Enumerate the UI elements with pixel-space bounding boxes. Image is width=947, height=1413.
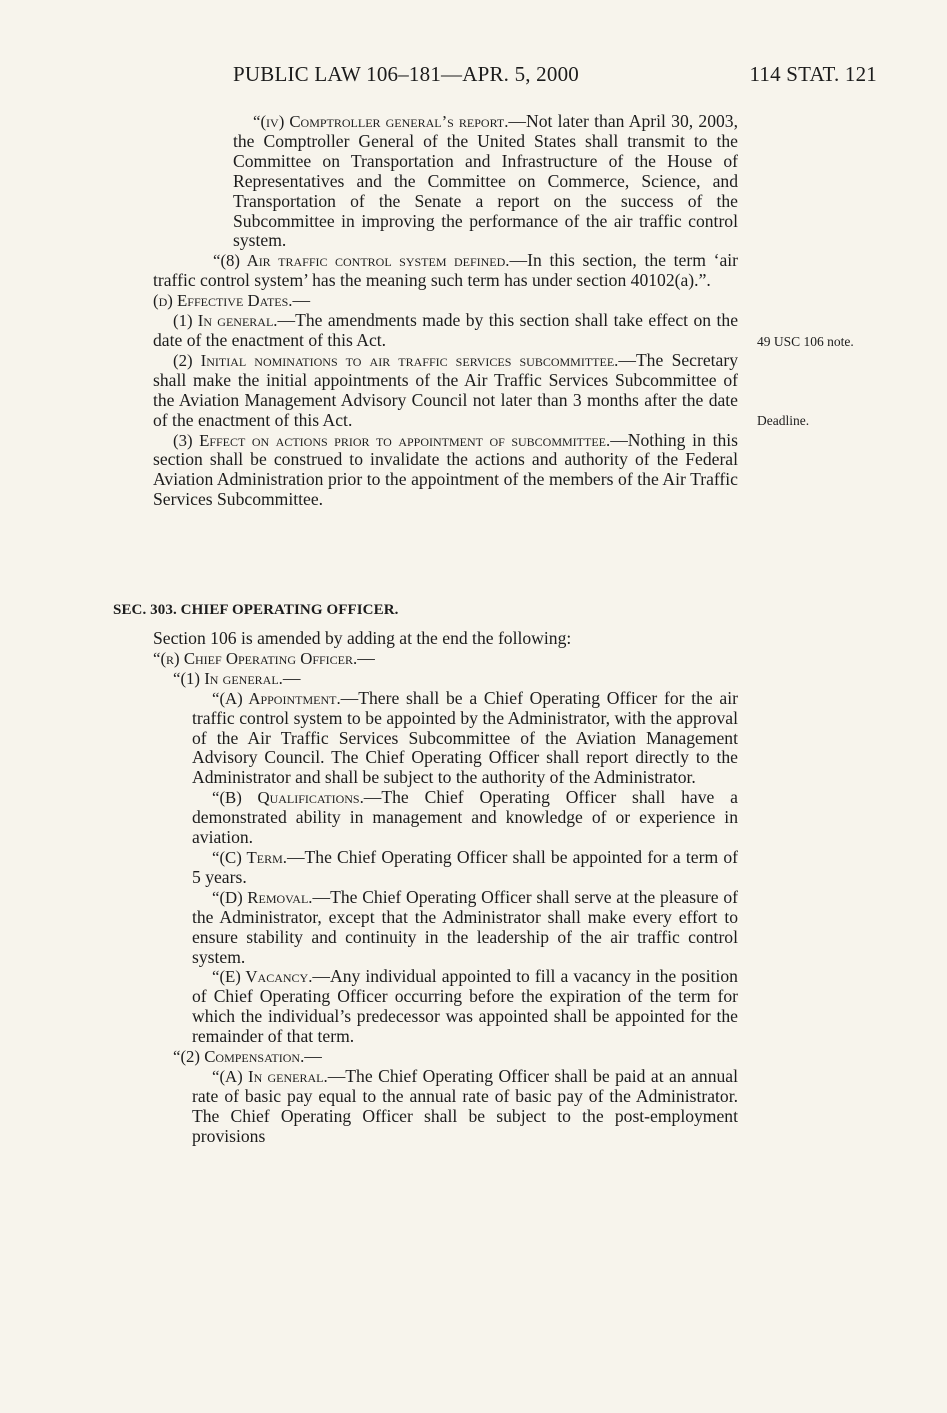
paragraph-8	[153, 251, 738, 291]
subparagraph-A2-text: —The Chief Operating Officer shall be paid at an annual rate of basic pay equal to the annual rate of basic pay of the Administrator. The Chief Operating Officer shall be subject to the post-employment provisions	[192, 1065, 739, 1146]
subsection-d-heading: (d) Effective Dates.	[153, 291, 293, 311]
subparagraph-E-text: —Any individual appointed to fill a vacancy in the position of Chief Operating Officer occurring before the expiration of the term for which the individual’s predecessor was appointed shall be appointed for the remainder of that term.	[192, 966, 738, 1047]
upper-text-block	[153, 112, 738, 510]
paragraph-r1-heading: “(1) In general.	[173, 668, 283, 688]
section-intro: Section 106 is amended by adding at the end the following:	[153, 628, 572, 648]
paragraph-r2-heading: “(2) Compensation.	[173, 1047, 305, 1067]
subparagraph-E-heading: “(E) Vacancy.	[212, 967, 313, 987]
paragraph-r2	[153, 1047, 738, 1067]
paragraph-8-heading: “(8) Air traffic control system defined.	[213, 251, 510, 271]
subparagraph-D-heading: “(D) Removal.	[212, 887, 313, 907]
page-header	[0, 62, 947, 92]
subparagraphs-r1	[153, 689, 738, 1047]
subsection-r-text: —	[357, 647, 375, 668]
paragraph-d3-heading: (3) Effect on actions prior to appointment of subcommittee.	[173, 430, 611, 450]
stat-page-number: 114 STAT. 121	[749, 62, 877, 86]
margin-note-usc: 49 USC 106 note.	[757, 334, 854, 349]
paragraph-d1	[153, 311, 738, 351]
paragraph-d1-text: —The amendments made by this section shall take effect on the date of the enactment of this Act.	[153, 310, 738, 350]
paragraph-d2-text: —The Secretary shall make the initial appointments of the Air Traffic Services Subcommittee of the Aviation Management Advisory Council not later than 3 months after the date of the enactment of this Act.	[153, 349, 738, 430]
paragraph-d2	[153, 351, 738, 431]
subparagraph-E	[192, 967, 738, 1047]
subparagraphs-r2	[153, 1067, 738, 1147]
clause-iv-heading: “(iv) Comptroller general’s report.	[253, 112, 509, 131]
subparagraph-A2-heading: “(A) In general.	[212, 1066, 328, 1086]
paragraph-r2-text: —	[304, 1046, 322, 1067]
subsection-d-text: —	[292, 290, 311, 311]
paragraph-8-text: —In this section, the term ‘air traffic control system’ has the meaning such term has under section 40102(a).”.	[153, 250, 738, 291]
subparagraph-A	[192, 689, 738, 789]
subparagraph-A-heading: “(A) Appointment.	[212, 688, 341, 708]
subparagraph-C	[192, 848, 738, 888]
subparagraph-A-text: —There shall be a Chief Operating Officer for the air traffic control system to be appointed by the Administrator, with the approval of the Air Traffic Services Subcommittee of the Aviation Management Advisory Council. The Chief Operating Officer shall report directly to the Administrator and shall be subject to the authority of the Administrator.	[192, 687, 738, 788]
paragraph-d3	[153, 431, 738, 511]
paragraph-d2-heading: (2) Initial nominations to air traffic services subcommittee.	[173, 350, 619, 370]
subparagraph-D-text: —The Chief Operating Officer shall serve at the pleasure of the Administrator, except that the Administrator shall make every effort to ensure stability and continuity in the leadership of the air traffic control system.	[192, 886, 739, 967]
subparagraph-A2	[192, 1067, 738, 1147]
subparagraph-C-text: —The Chief Operating Officer shall be appointed for a term of 5 years.	[192, 846, 738, 887]
subparagraph-B	[192, 788, 738, 848]
subparagraph-C-heading: “(C) Term.	[212, 847, 287, 867]
subparagraph-D	[192, 888, 738, 968]
subparagraph-B-heading: “(B) Qualifications.	[212, 788, 364, 808]
margin-note-deadline: Deadline.	[757, 413, 810, 428]
paragraph-r1	[153, 669, 738, 689]
clause-iv-text: —Not later than April 30, 2003, the Comptroller General of the United States shall transmit to the Committee on Transportation and Infrastructure of the House of Representatives and the Committee on Commerce, Science, and Transportation of the Senate a report on the success of the Subcommittee in improving the performance of the air traffic control system.	[233, 111, 738, 251]
lower-text-block	[153, 629, 738, 1147]
subparagraph-B-text: —The Chief Operating Officer shall have a demonstrated ability in management and knowledge of or experience in aviation.	[192, 787, 738, 848]
clause-iv	[153, 112, 738, 251]
subsection-r-heading: “(r) Chief Operating Officer.	[153, 648, 358, 668]
section-heading: SEC. 303. CHIEF OPERATING OFFICER.	[113, 602, 399, 618]
subsection-d	[153, 291, 738, 311]
paragraph-d1-heading: (1) In general.	[173, 311, 278, 331]
running-head: PUBLIC LAW 106–181—APR. 5, 2000	[233, 62, 579, 86]
paragraph-r1-text: —	[282, 667, 301, 688]
paragraph-d3-text: —Nothing in this section shall be construed to invalidate the actions and authority of the Federal Aviation Administration prior to the appointment of the members of the Air Traffic Services Subcommittee.	[153, 429, 738, 510]
subsection-r	[153, 649, 738, 669]
